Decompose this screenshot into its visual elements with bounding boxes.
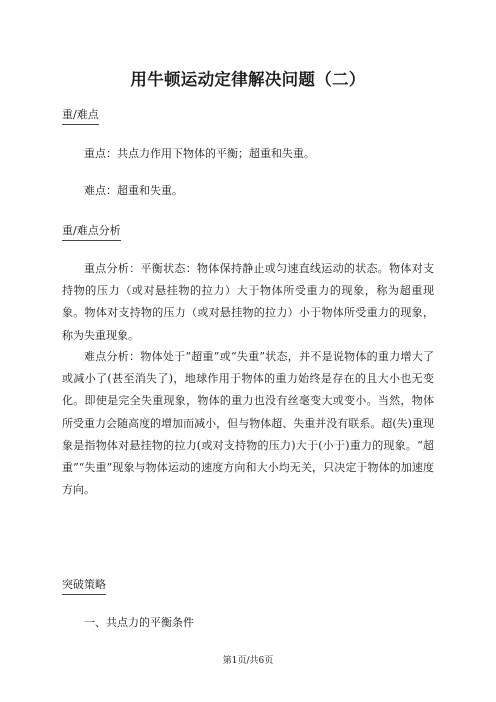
page-footer: 第1页/共6页: [222, 656, 274, 666]
section-heading-strategy-label: 突破策略: [62, 578, 106, 591]
focus-analysis-paragraph: 重点分析：平衡状态：物体保持静止或匀速直线运动的状态。物体对支持物的压力（或对悬挂物的拉力）大于物体所受重力的现象，称为超重现象。物体对支持物的压力（或对悬挂物的拉力）小于物体所受重力的现象，称为失重现象。: [62, 262, 434, 342]
difficulty-analysis-paragraph: 难点分析：物体处于“超重”或“失重”状态，并不是说物体的重力增大了或减小了(甚至消失了)，地球作用于物体的重力始终是存在的且大小也无变化。即使是完全失重现象，物体的重力也没有丝毫变大或变小。当然，物体所受重力会随高度的增加而减小，但与物体超、失重并没有联系。超(失)重现象是指物体对悬挂物的拉力(或对支持物的压力)大于(小于)重力的现象。“超重”“失重”现象与物体运动的速度方向和大小均无关，只决定于物体的加速度方向。: [62, 350, 434, 497]
section-heading-analysis-label: 重/难点分析: [62, 224, 121, 237]
section-heading-analysis: [62, 222, 121, 238]
key-focus-text: 重点：共点力作用下物体的平衡；超重和失重。: [84, 147, 315, 160]
heading-underline: [62, 594, 106, 595]
heading-underline: [62, 240, 121, 241]
section-heading-key-points-label: 重/难点: [62, 108, 99, 121]
page-title: 用牛顿运动定律解决问题（二）: [130, 70, 366, 89]
strategy-item-1: 一、共点力的平衡条件: [84, 616, 194, 629]
heading-underline: [62, 124, 99, 125]
key-difficulty-text: 难点：超重和失重。: [84, 184, 183, 197]
section-heading-strategy: [62, 576, 106, 592]
section-heading-key-points: [62, 106, 99, 122]
